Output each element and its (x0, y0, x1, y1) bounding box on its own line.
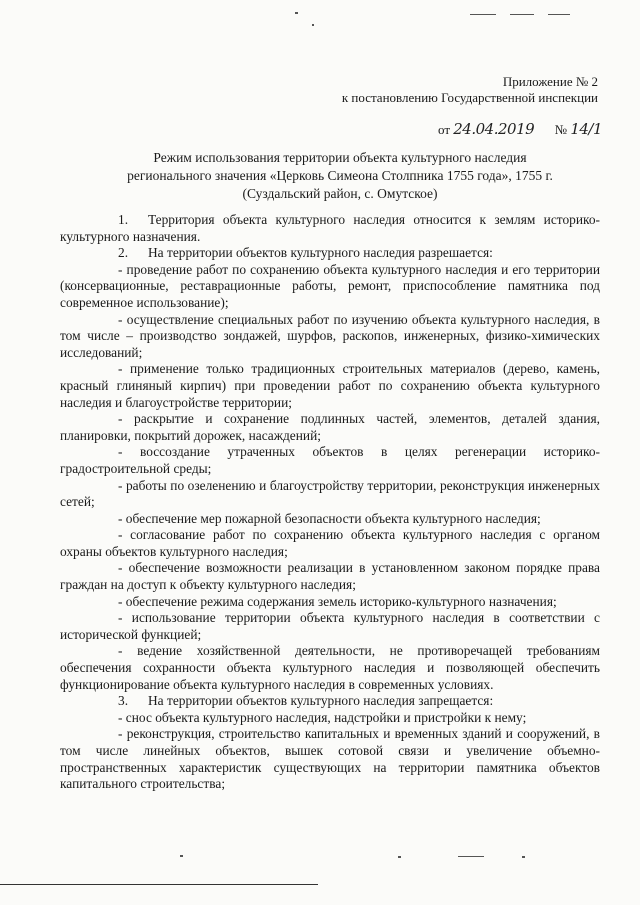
title-line-3: (Суздальский район, с. Омутское) (242, 186, 438, 201)
scan-speck (458, 856, 484, 857)
date-number-line (438, 120, 602, 139)
appendix-block (342, 74, 598, 106)
list-item: - проведение работ по сохранению объекта культурного наследия и его территории (консервационные, реставрационные работы, ремонт, приспособление памятника под современное использование); (60, 261, 600, 310)
title-line-2: регионального значения «Церковь Симеона Столпника 1755 года», 1755 г. (127, 168, 553, 183)
list-item: - применение только традиционных строительных материалов (дерево, камень, красный глиняный кирпич) при проведении работ по сохранению объекта культурного наследия и благоустройстве территории; (60, 361, 600, 410)
scan-speck (522, 856, 525, 858)
document-body (60, 212, 600, 793)
clause-3 (60, 693, 600, 710)
appendix-title: Приложение № 2 (502, 74, 598, 89)
clause-number: 3. (118, 693, 129, 709)
scan-speck (510, 14, 534, 15)
list-item: - согласование работ по сохранению объекта культурного наследия с органом охраны объектов культурного наследия; (60, 527, 600, 559)
scan-speck (312, 24, 314, 26)
document-title (60, 149, 620, 203)
list-item: - ведение хозяйственной деятельности, не противоречащей требованиям обеспечения сохранности объекта культурного наследия и позволяющей обеспечить функционирование объекта культурного наследия в современных условиях. (60, 643, 600, 692)
scan-speck (180, 855, 183, 857)
list-item: - обеспечение мер пожарной безопасности объекта культурного наследия; (118, 510, 541, 526)
list-item: - воссоздание утраченных объектов в целях регенерации историко-градостроительной среды; (60, 444, 600, 476)
list-item: - реконструкция, строительство капитальных и временных зданий и сооружений, в том числе линейных объектов, вышек сотовой связи и увеличение объемно-пространственных характеристик существующих на территории памятника объектов капитального строительства; (60, 726, 600, 792)
clause-2 (60, 245, 600, 262)
list-item: - обеспечение режима содержания земель историко-культурного назначения; (118, 593, 557, 609)
scan-speck (548, 14, 570, 15)
list-item: - использование территории объекта культурного наследия в соответствии с исторической функцией; (60, 610, 600, 642)
title-line-1: Режим использования территории объекта культурного наследия (153, 150, 527, 165)
scan-speck (295, 12, 298, 14)
date-prefix: от (438, 122, 451, 137)
appendix-reference: к постановлению Государственной инспекции (341, 90, 598, 105)
list-item: - раскрытие и сохранение подлинных частей, элементов, деталей здания, планировки, покрытий дорожек, насаждений; (60, 411, 600, 443)
footer-rule (0, 884, 318, 885)
handwritten-date: 24.04.2019 (453, 120, 535, 138)
list-item: - снос объекта культурного наследия, надстройки и пристройки к нему; (118, 709, 527, 725)
handwritten-number: 14/1 (570, 120, 602, 138)
list-item: - осуществление специальных работ по изучению объекта культурного наследия, в том числе – производство зондажей, шурфов, раскопов, инженерных, физико-химических исследований; (60, 311, 600, 360)
list-item: - обеспечение возможности реализации в установленном законом порядке права граждан на доступ к объекту культурного наследия; (60, 560, 600, 593)
scan-speck (470, 14, 496, 15)
scan-speck (398, 856, 401, 858)
clause-number: 1. (118, 212, 129, 227)
clause-text: На территории объектов культурного наследия разрешается: (148, 245, 493, 261)
number-prefix: № (554, 122, 568, 137)
list-item: - работы по озеленению и благоустройству территории, реконструкция инженерных сетей; (60, 477, 600, 510)
clause-text: Территория объекта культурного наследия относится к землям историко-культурного назначения. (60, 212, 600, 244)
clause-text: На территории объектов культурного наследия запрещается: (148, 693, 494, 709)
clause-number: 2. (118, 245, 129, 261)
clause-1 (60, 212, 600, 245)
